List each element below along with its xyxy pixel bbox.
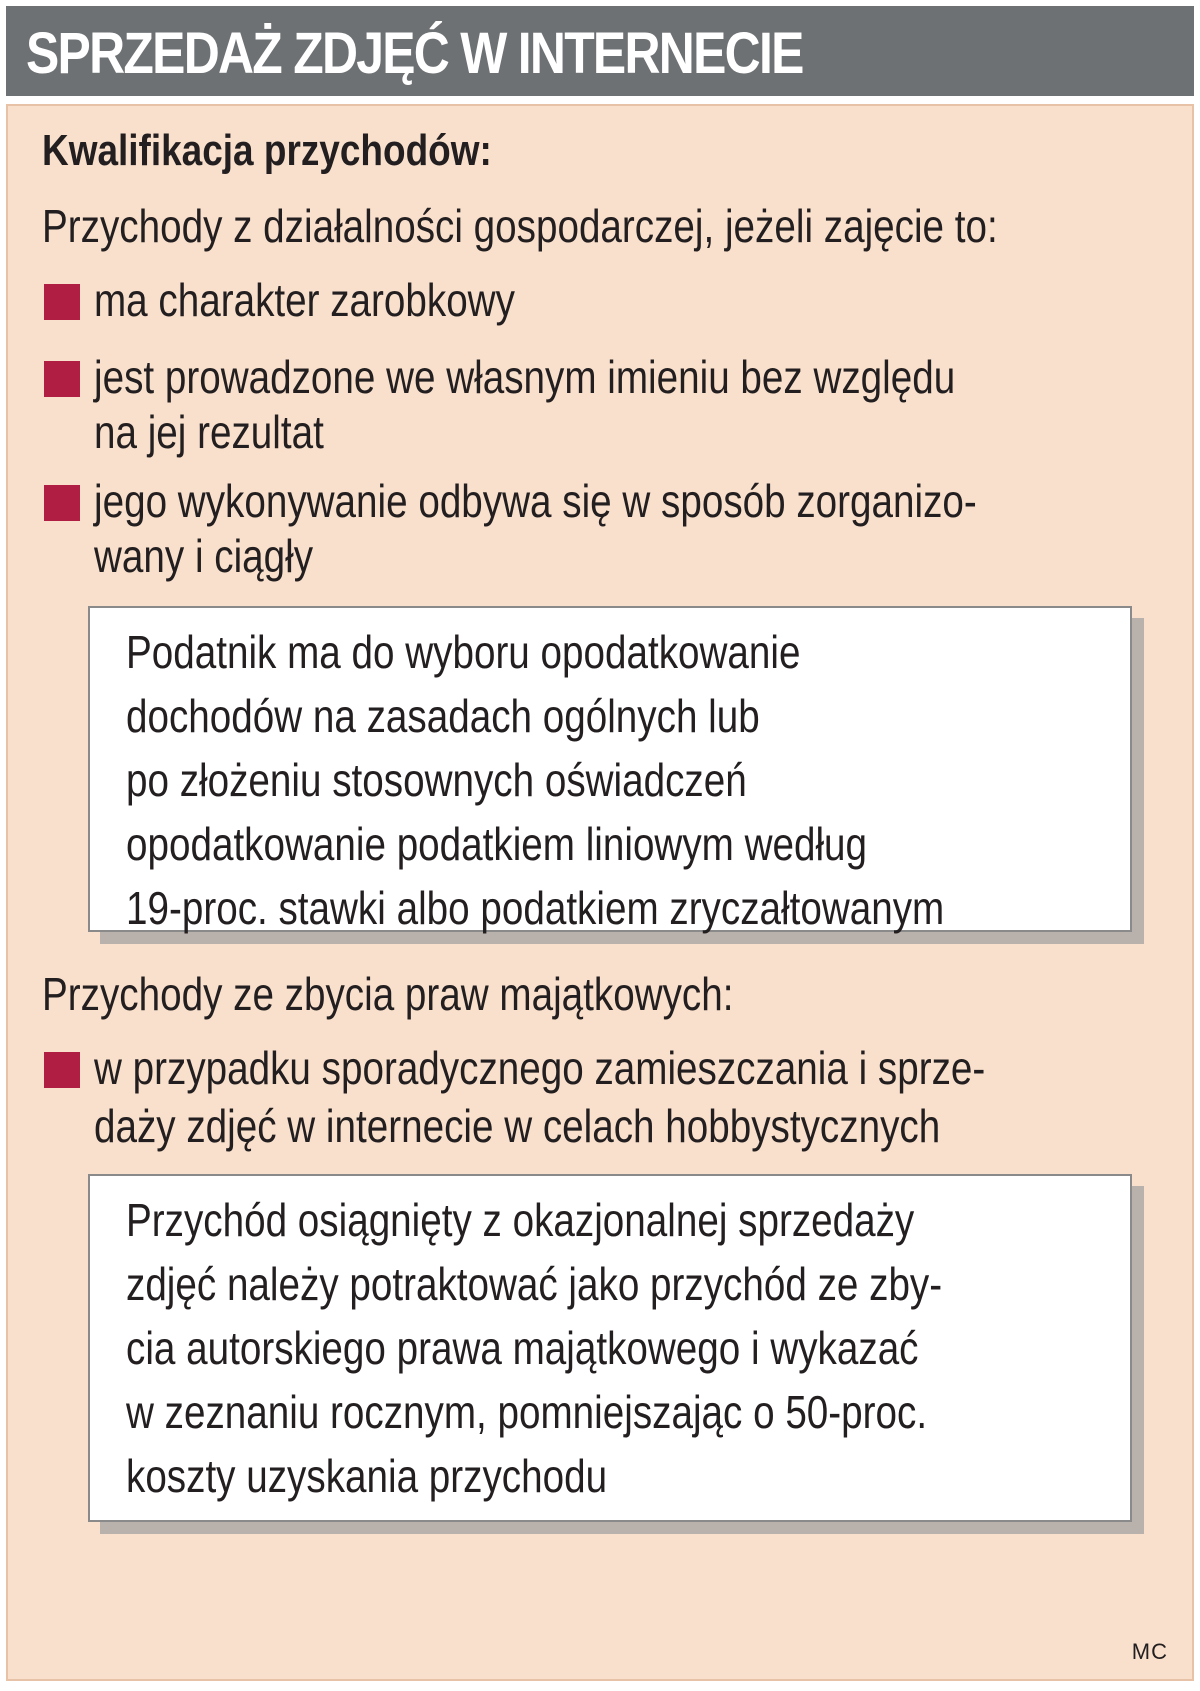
bullet-marker-icon — [44, 485, 80, 521]
business-bullet-3-line-2: wany i ciągły — [94, 530, 314, 582]
property-bullet-1-line-2: daży zdjęć w internecie w celach hobbystycznych — [94, 1100, 941, 1152]
title-bar — [6, 6, 1194, 96]
business-bullet-1: ma charakter zarobkowy — [94, 274, 515, 326]
bullet-marker-icon — [44, 361, 80, 397]
business-income-intro: Przychody z działalności gospodarczej, jeżeli zajęcie to: — [42, 200, 998, 252]
business-bullet-2-line-1: jest prowadzone we własnym imieniu bez względu — [94, 351, 956, 403]
bullet-marker-icon — [44, 1052, 80, 1088]
bullet-marker-icon — [44, 284, 80, 320]
page-title: SPRZEDAŻ ZDJĘĆ W INTERNECIE — [26, 21, 803, 86]
taxation-options-note — [88, 606, 1132, 932]
business-bullet-3-line-1: jego wykonywanie odbywa się w sposób zorganizo- — [94, 475, 977, 527]
taxation-options-text: Podatnik ma do wyboru opodatkowanie dochodów na zasadach ogólnych lub po złożeniu stosownych oświadczeń opodatkowanie podatkiem liniowym według 19-proc. stawki albo podatkiem zryczałtowanym — [126, 626, 945, 934]
qualification-heading: Kwalifikacja przychodów: — [42, 126, 492, 175]
property-bullet-1-line-1: w przypadku sporadycznego zamieszczania i sprze- — [94, 1042, 986, 1094]
occasional-sale-note — [88, 1174, 1132, 1522]
author-credit: MC — [1131, 1639, 1168, 1664]
content-panel — [6, 104, 1194, 1681]
business-bullet-2-line-2: na jej rezultat — [94, 406, 324, 458]
property-rights-intro: Przychody ze zbycia praw majątkowych: — [42, 968, 734, 1020]
occasional-sale-text: Przychód osiągnięty z okazjonalnej sprzedaży zdjęć należy potraktować jako przychód ze zby- cia autorskiego prawa majątkowego i wykazać w zeznaniu rocznym, pomniejszając o 50-proc. koszty uzyskania przychodu — [126, 1194, 943, 1502]
